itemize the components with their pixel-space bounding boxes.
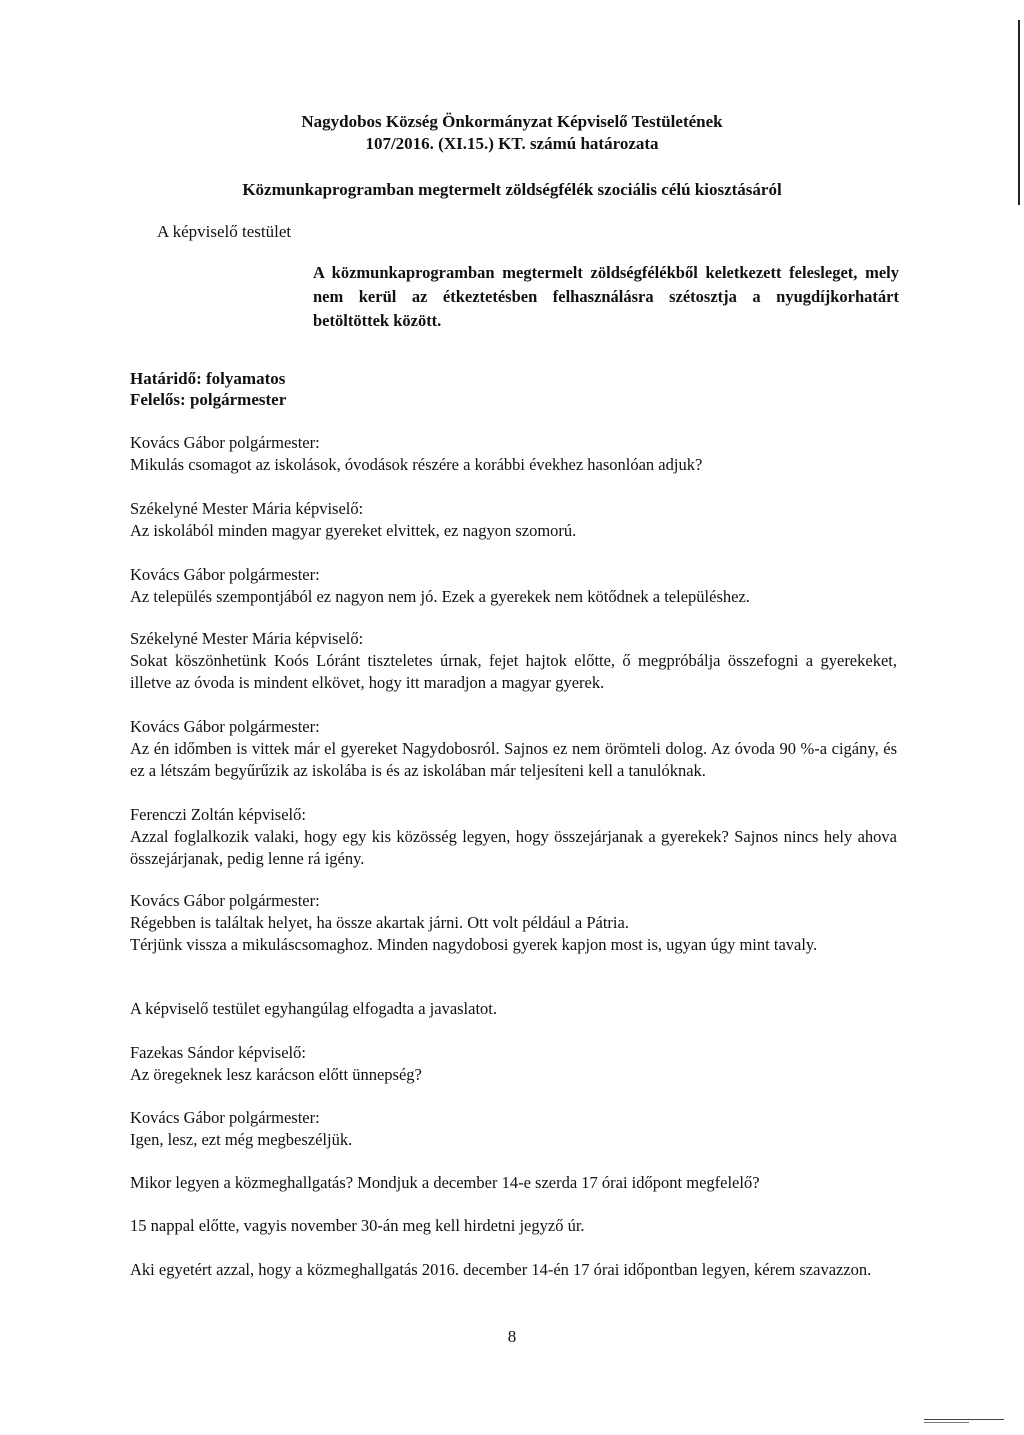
speech-text: Az iskolából minden magyar gyereket elvittek, ez nagyon szomorú. bbox=[130, 521, 577, 540]
resolution-text: A közmunkaprogramban megtermelt zöldségfélékből keletkezett felesleget, mely nem kerül az étkeztetésben felhasználásra szétosztja a nyugdíjkorhatárt betöltöttek között. bbox=[313, 263, 899, 330]
speech-text: Az öregeknek lesz karácson előtt ünnepség? bbox=[130, 1065, 422, 1084]
minutes-entry bbox=[130, 890, 897, 956]
speaker-name: Kovács Gábor polgármester: bbox=[130, 565, 320, 584]
speech-text-continued: Térjünk vissza a mikuláscsomaghoz. Minden nagydobosi gyerek kapjon most is, ugyan úgy mint tavaly. bbox=[130, 935, 818, 954]
paragraph-text: 15 nappal előtte, vagyis november 30-án meg kell hirdetni jegyző úr. bbox=[130, 1216, 585, 1235]
speaker-name: Fazekas Sándor képviselő: bbox=[130, 1043, 306, 1062]
speech-text: Az én időmben is vittek már el gyereket Nagydobosról. Sajnos ez nem örömteli dolog. Az óvoda 90 %-a cigány, és ez a létszám begyűrűzik az iskolába is és az iskolában már teljesíteni kell a tanulóknak. bbox=[130, 739, 897, 780]
paragraph-text: Aki egyetért azzal, hogy a közmeghallgatás 2016. december 14-én 17 órai időpontban legyen, kérem szavazzon. bbox=[130, 1260, 872, 1279]
minutes-entry bbox=[130, 498, 897, 542]
speaker-name: Székelyné Mester Mária képviselő: bbox=[130, 499, 364, 518]
minutes-entry bbox=[130, 804, 897, 870]
scan-corner-mark bbox=[924, 1419, 1004, 1420]
minutes-entry bbox=[130, 628, 897, 694]
vote-result-text: A képviselő testület egyhangúlag elfogadta a javaslatot. bbox=[130, 999, 498, 1018]
minutes-entry bbox=[130, 716, 897, 782]
minutes-entry bbox=[130, 564, 897, 608]
vote-result bbox=[130, 998, 897, 1020]
minutes-entry bbox=[130, 432, 897, 476]
header-resolution-number: 107/2016. (XI.15.) KT. számú határozata bbox=[365, 134, 659, 153]
paragraph-text: Mikor legyen a közmeghallgatás? Mondjuk a december 14-e szerda 17 órai időpont megfelelő? bbox=[130, 1173, 760, 1192]
speaker-name: Kovács Gábor polgármester: bbox=[130, 891, 320, 910]
speaker-name: Kovács Gábor polgármester: bbox=[130, 717, 320, 736]
resolution-body-label: A képviselő testület bbox=[157, 222, 292, 241]
paragraph bbox=[130, 1215, 897, 1237]
speech-text: Az település szempontjából ez nagyon nem jó. Ezek a gyerekek nem kötődnek a településhez. bbox=[130, 587, 750, 606]
speech-text: Mikulás csomagot az iskolások, óvodások részére a korábbi évekhez hasonlóan adjuk? bbox=[130, 455, 703, 474]
speaker-name: Székelyné Mester Mária képviselő: bbox=[130, 629, 364, 648]
speech-text: Igen, lesz, ezt még megbeszéljük. bbox=[130, 1130, 353, 1149]
speech-text: Sokat köszönhetünk Koós Lóránt tiszteletes úrnak, fejet hajtok előtte, ő megpróbálja összefogni a gyerekeket, illetve az óvoda is mindent elkövet, hogy itt maradjon a magyar gyerek. bbox=[130, 651, 897, 692]
speech-text: Régebben is találtak helyet, ha össze akartak járni. Ott volt például a Pátria. bbox=[130, 913, 629, 932]
minutes-entry bbox=[130, 1042, 897, 1086]
header-council-title: Nagydobos Község Önkormányzat Képviselő Testületének bbox=[301, 112, 723, 131]
speech-text: Azzal foglalkozik valaki, hogy egy kis közösség legyen, hogy összejárjanak a gyerekek? Sajnos nincs hely ahova összejárjanak, pedig lenne rá igény. bbox=[130, 827, 897, 868]
resolution-deadline: Határidő: folyamatos bbox=[130, 369, 286, 388]
speaker-name: Ferenczi Zoltán képviselő: bbox=[130, 805, 306, 824]
paragraph bbox=[130, 1172, 897, 1194]
header-resolution-subject: Közmunkaprogramban megtermelt zöldségfélék szociális célú kiosztásáról bbox=[242, 180, 782, 199]
page-number: 8 bbox=[507, 1327, 517, 1346]
paragraph bbox=[130, 1259, 897, 1281]
scan-corner-mark-secondary bbox=[924, 1422, 969, 1423]
speaker-name: Kovács Gábor polgármester: bbox=[130, 1108, 320, 1127]
minutes-entry bbox=[130, 1107, 897, 1151]
speaker-name: Kovács Gábor polgármester: bbox=[130, 433, 320, 452]
resolution-responsible: Felelős: polgármester bbox=[130, 390, 287, 409]
